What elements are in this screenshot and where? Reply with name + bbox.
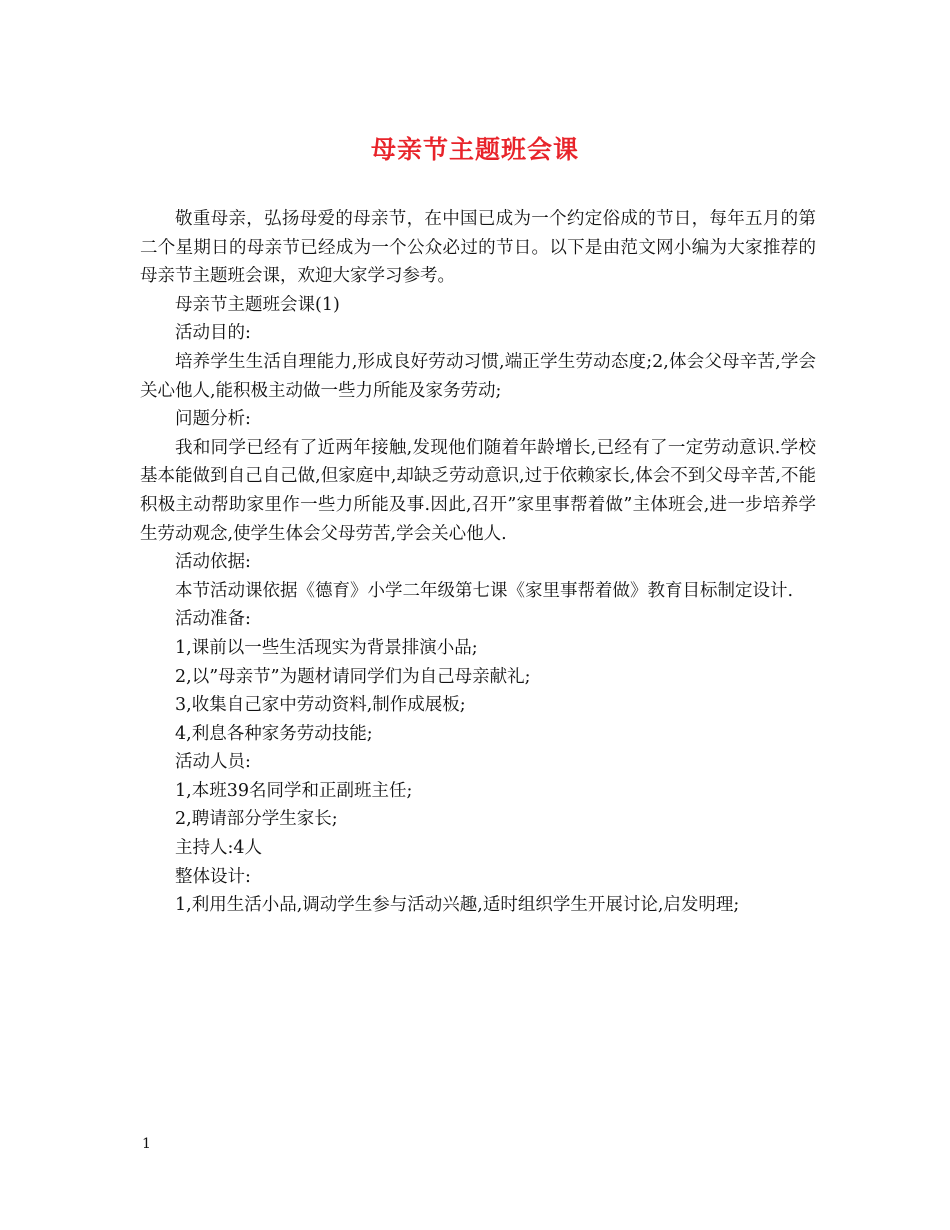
paragraph-goal: 培养学生生活自理能力,形成良好劳动习惯,端正学生劳动态度;2,体会父母辛苦,学会关心他人,能积极主动做一些力所能及家务劳动; (140, 351, 816, 401)
paragraph-intro: 敬重母亲，弘扬母爱的母亲节，在中国已成为一个约定俗成的节日，每年五月的第二个星期日的母亲节已经成为一个公众必过的节日。以下是由范文网小编为大家推荐的母亲节主题班会课，欢迎大家学习参考。 (140, 209, 816, 287)
list-item: 1,利用生活小品,调动学生参与活动兴趣,适时组织学生开展讨论,启发明理; (175, 895, 740, 916)
list-item: 1,本班39名同学和正副班主任; (175, 780, 413, 801)
section-heading-design: 整体设计: (175, 866, 251, 887)
paragraph-basis: 本节活动课依据《德育》小学二年级第七课《家里事帮着做》教育目标制定设计. (175, 580, 794, 601)
list-item: 2,聘请部分学生家长; (175, 809, 338, 830)
paragraph-host: 主持人:4人 (175, 838, 263, 859)
section-heading-preparation: 活动准备: (175, 609, 251, 630)
document-body (140, 205, 816, 920)
page-number: 1 (142, 1136, 151, 1152)
paragraph-subtitle: 母亲节主题班会课(1) (175, 294, 340, 315)
list-item: 2,以”母亲节”为题材请同学们为自己母亲献礼; (175, 666, 531, 687)
section-heading-analysis: 问题分析: (175, 409, 251, 430)
section-heading-goal: 活动目的: (175, 323, 251, 344)
list-item: 3,收集自己家中劳动资料,制作成展板; (175, 695, 466, 716)
section-heading-basis: 活动依据: (175, 552, 251, 573)
list-item: 4,利息各种家务劳动技能; (175, 723, 373, 744)
paragraph-analysis: 我和同学已经有了近两年接触,发现他们随着年龄增长,已经有了一定劳动意识.学校基本能做到自己自己做,但家庭中,却缺乏劳动意识,过于依赖家长,体会不到父母辛苦,不能积极主动帮助家里作一些力所能及事.因此,召开”家里事帮着做”主体班会,进一步培养学生劳动观念,使学生体会父母劳苦,学会关心他人. (140, 437, 816, 544)
section-heading-personnel: 活动人员: (175, 752, 251, 773)
document-title: 母亲节主题班会课 (370, 135, 579, 164)
list-item: 1,课前以一些生活现实为背景排演小品; (175, 637, 478, 658)
